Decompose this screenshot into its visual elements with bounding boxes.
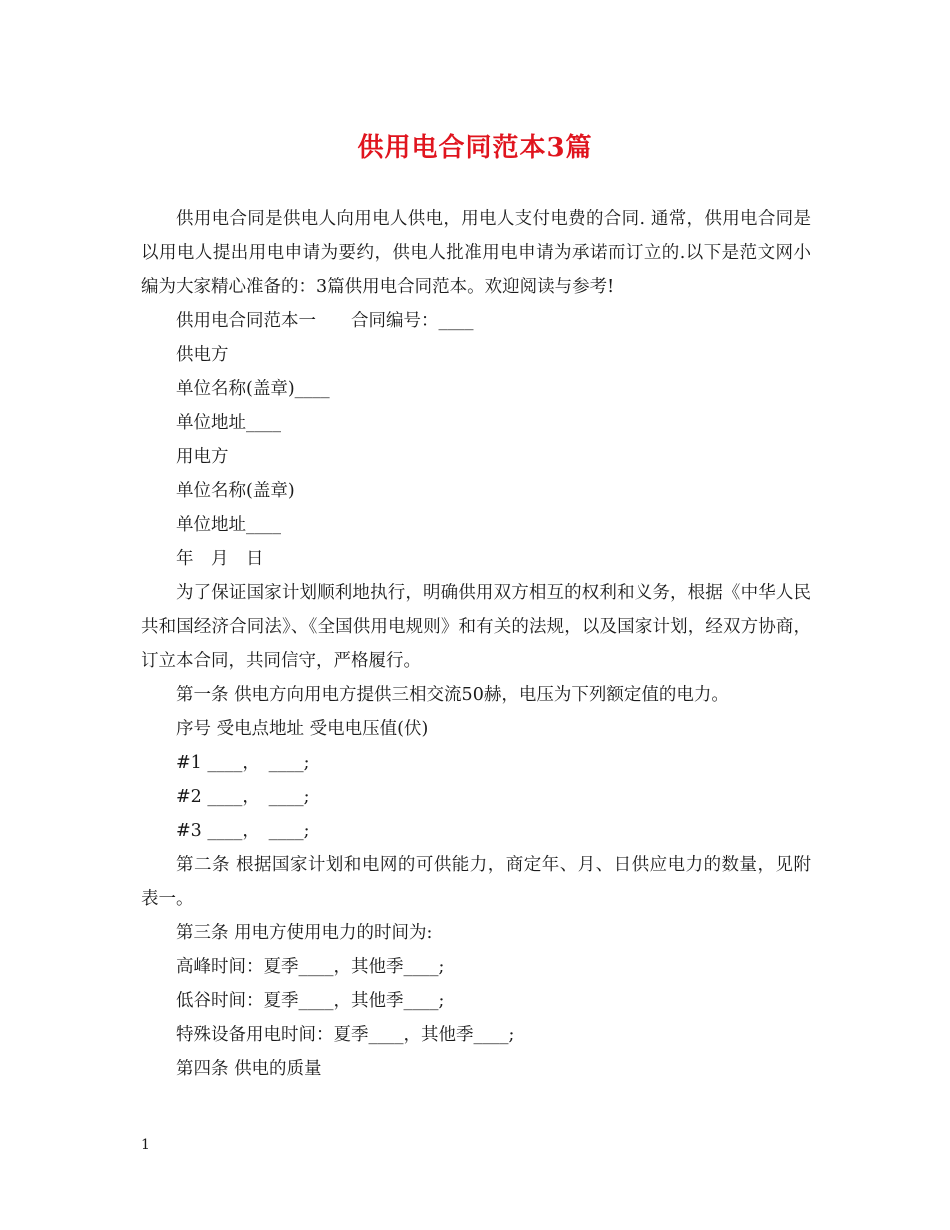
consumer-label: 用电方 (176, 447, 229, 467)
date-line: 年 月 日 (176, 549, 264, 569)
supply-table-header: 序号 受电点地址 受电电压值(伏) (176, 719, 429, 739)
supply-row-2: #2 ____， ____; (176, 787, 310, 807)
article-three: 第三条 用电方使用电力的时间为: (176, 923, 433, 943)
supplier-address-line: 单位地址____ (176, 413, 281, 433)
supplier-label: 供电方 (176, 345, 229, 365)
document-title: 供用电合同范本3篇 (357, 133, 593, 163)
article-one: 第一条 供电方向用电方提供三相交流50赫，电压为下列额定值的电力。 (176, 685, 729, 705)
intro-paragraph: 供用电合同是供电人向用电人供电，用电人支付电费的合同. 通常，供用电合同是以用电人提出用电申请为要约，供电人批准用电申请为承诺而订立的.以下是范文网小编为大家精心准备的：3篇供用电合同范本。欢迎阅读与参考! (141, 209, 811, 297)
valley-time-line: 低谷时间：夏季____，其他季____; (176, 991, 445, 1011)
special-equipment-time-line: 特殊设备用电时间：夏季____，其他季____; (176, 1025, 515, 1045)
supply-row-1: #1 ____， ____; (176, 753, 310, 773)
document-body (141, 202, 811, 1086)
preamble-paragraph: 为了保证国家计划顺利地执行，明确供用双方相互的权利和义务，根据《中华人民共和国经济合同法》、《全国供用电规则》和有关的法规，以及国家计划，经双方协商，订立本合同，共同信守，严格履行。 (141, 583, 811, 671)
peak-time-line: 高峰时间：夏季____，其他季____; (176, 957, 445, 977)
supplier-name-line: 单位名称(盖章)____ (176, 379, 330, 399)
contract-heading-line: 供用电合同范本一 合同编号：____ (176, 311, 474, 331)
consumer-name-line: 单位名称(盖章) (176, 481, 295, 501)
article-two: 第二条 根据国家计划和电网的可供能力，商定年、月、日供应电力的数量，见附表一。 (141, 855, 811, 909)
page-number: 1 (141, 1137, 150, 1153)
article-four: 第四条 供电的质量 (176, 1059, 322, 1079)
consumer-address-line: 单位地址____ (176, 515, 281, 535)
supply-row-3: #3 ____， ____; (176, 821, 310, 841)
